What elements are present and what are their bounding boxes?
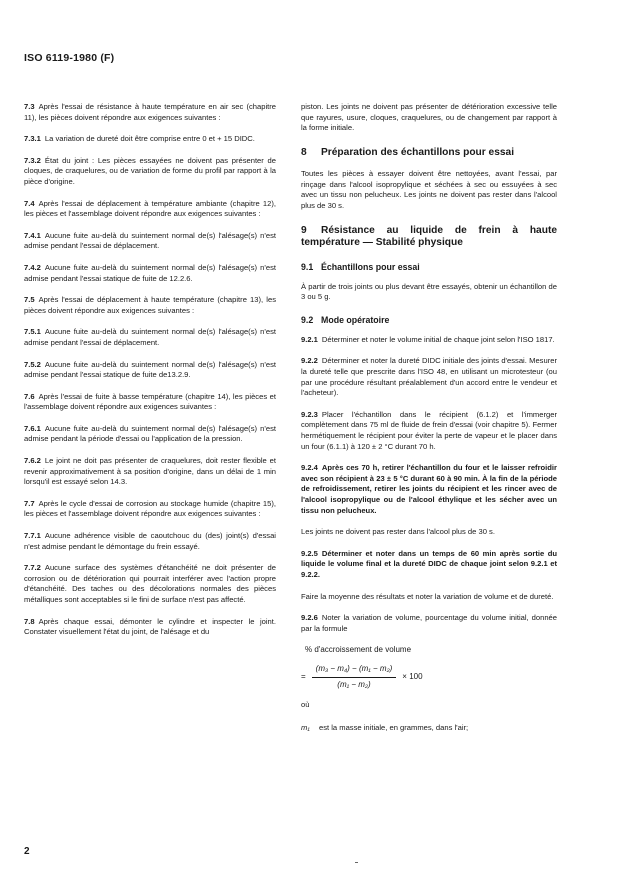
- clause-number: 7.4.2: [24, 262, 41, 272]
- variable-definition: [301, 723, 557, 734]
- formula-multiplier: × 100: [402, 671, 423, 681]
- page-number: 2: [24, 846, 30, 857]
- clause-7-5: [24, 295, 276, 316]
- page-header: ISO 6119-1980 (F): [24, 52, 115, 64]
- clause-number: 7.4: [24, 198, 35, 208]
- clause-7-5-2: [24, 360, 276, 381]
- clause-text: Aucune fuite au-delà du suintement normal de(s) l'alésage(s) n'est admise pendant l'essai statique de fuite de13.2.9.: [24, 359, 276, 380]
- section-title: Échantillons pour essai: [321, 261, 420, 272]
- section-title: Résistance au liquide de frein à haute température — Stabilité physique: [301, 224, 557, 249]
- section-number: 9: [301, 224, 307, 236]
- variable-text: est la masse initiale, en grammes, dans l'air;: [319, 722, 469, 732]
- formula-fraction: [312, 664, 397, 690]
- section-9-1-heading: [301, 262, 557, 273]
- clause-9-2-5-note: Faire la moyenne des résultats et noter la variation de volume et de dureté.: [301, 591, 554, 601]
- clause-number: 7.6.1: [24, 423, 41, 433]
- clause-text: Aucune adhérence visible de caoutchouc du (des) joint(s) d'essai n'est admise pendant le démontage du frein essayé.: [24, 531, 276, 551]
- clause-7-6-1: [24, 424, 276, 445]
- right-column: [301, 102, 557, 733]
- clause-9-2-1: [301, 335, 557, 346]
- clause-7-3: [24, 102, 276, 123]
- clause-7-3-1: [24, 134, 276, 145]
- clause-text: Noter la variation de volume, pourcentage du volume initial, donnée par la formule: [301, 613, 557, 633]
- clause-number: 7.5.2: [24, 359, 41, 369]
- section-8-text: Toutes les pièces à essayer doivent être nettoyées, avant l'essai, par rinçage dans l'alcool isopropylique et séchées à sec ou essuyées à sec avec un tissu non pelucheux. Les joints ne doivent pas rester dans l'alcool plus de 30 s.: [301, 169, 557, 211]
- section-9-2-heading: [301, 315, 557, 326]
- formula-expression: [301, 664, 557, 690]
- formula-label: % d'accroissement de volume: [305, 645, 412, 655]
- clause-7-8: [24, 617, 276, 638]
- clause-text: Aucune fuite au-delà du suintement normal de(s) l'alésage(s) n'est admise pendant la période d'essai ou l'application de la pression.: [24, 423, 276, 444]
- clause-text: Après ces 70 h, retirer l'échantillon du four et le laisser refroidir avec son récipient à 23 ± 5 °C durant 60 à 90 min. À la fin de la période de refroidissement, retirer les joints du récipient et les rincer avec de l'alcool isopropylique ou de l'alcool éthylique et les sécher avec un tissu non pelucheux.: [301, 463, 557, 515]
- clause-7-6: [24, 392, 276, 413]
- clause-7-5-1: [24, 327, 276, 348]
- clause-text: Après le cycle d'essai de corrosion au stockage humide (chapitre 15), les pièces et l'assemblage doivent répondre aux exigences suivantes :: [24, 498, 276, 519]
- clause-number: 7.7: [24, 498, 35, 508]
- section-title: Mode opératoire: [321, 314, 390, 325]
- clause-number: 7.5.1: [24, 327, 41, 337]
- clause-text: Déterminer et noter la dureté DIDC initiale des joints d'essai. Mesurer la dureté telle que prescrite dans l'ISO 48, en utilisant un microtesteur (ou par une procédure résultant préalablement d'un accord entre le vendeur et l'acheteur).: [301, 356, 557, 398]
- clause-number: 7.6: [24, 391, 35, 401]
- left-column: [24, 102, 276, 649]
- clause-7-4: [24, 199, 276, 220]
- clause-9-2-5: [301, 549, 557, 581]
- clause-text: Déterminer et noter dans un temps de 60 min après sortie du liquide le volume final et la dureté DIDC de chaque joint selon 9.2.1 et 9.2.2.: [301, 548, 557, 579]
- clause-text: Après l'essai de résistance à haute température en air sec (chapitre 11), les pièces doivent répondre aux exigences suivantes :: [24, 102, 276, 122]
- clause-number: 9.2.5: [301, 548, 318, 558]
- clause-9-2-3: [301, 410, 557, 452]
- clause-text: Après chaque essai, démonter le cylindre et inspecter le joint. Constater visuellement l'état du joint, de l'alésage et du: [24, 616, 276, 637]
- clause-number: 9.2.6: [301, 613, 318, 623]
- clause-number: 9.2.1: [301, 334, 318, 344]
- clause-text: La variation de dureté doit être comprise entre 0 et + 15 DIDC.: [44, 134, 255, 144]
- clause-number: 7.3.1: [24, 134, 41, 144]
- clause-text: Le joint ne doit pas présenter de craquelures, doit rester flexible et revenir approximativement à sa position d'origine, dans un délai de 1 min lorsqu'il est essayé selon 14.3.: [24, 456, 276, 487]
- clause-9-2-6: [301, 613, 557, 634]
- section-8-heading: [301, 147, 557, 160]
- section-9-1-text: À partir de trois joints ou plus devant être essayés, obtenir un échantillon de 3 ou 5 g.: [301, 281, 557, 302]
- clause-7-7-2: [24, 563, 276, 605]
- clause-7-8-continued: piston. Les joints ne doivent pas présenter de détérioration excessive telle que rayures, usure, cloques, craquelures, ou de changement par rapport à la forme initiale.: [301, 102, 557, 133]
- clause-text: Aucune fuite au-delà du suintement normal de(s) l'alésage(s) n'est admise pendant l'essai statique de fuite de 12.2.6.: [24, 262, 276, 283]
- clause-number: 9.2.3: [301, 409, 318, 419]
- clause-text: Aucune fuite au-delà du suintement normal de(s) l'alésage(s) n'est admise pendant l'essai de déplacement.: [24, 327, 276, 347]
- clause-9-2-2: [301, 356, 557, 398]
- clause-7-7-1: [24, 531, 276, 552]
- clause-text: Aucune fuite au-delà du suintement normal de(s) l'alésage(s) n'est admise pendant l'essai de déplacement.: [24, 230, 276, 251]
- clause-text: Déterminer et noter le volume initial de chaque joint selon l'ISO 1817.: [321, 334, 555, 344]
- clause-number: 7.3: [24, 102, 35, 111]
- clause-text: Après l'essai de déplacement à température ambiante (chapitre 12), les pièces et l'assemblage doivent répondre aux exigences suivantes :: [24, 198, 276, 219]
- section-title: Préparation des échantillons pour essai: [321, 146, 515, 158]
- volume-formula: [301, 645, 557, 690]
- section-number: 9.2: [301, 314, 314, 325]
- formula-numerator: (m₃ − m₄) − (m₁ − m₂): [312, 664, 397, 678]
- clause-text: Après l'essai de fuite à basse température (chapitre 14), les pièces et l'assemblage doivent répondre aux exigences suivantes :: [24, 391, 276, 412]
- section-9-heading: [301, 225, 557, 250]
- clause-number: 7.8: [24, 616, 35, 626]
- clause-7-7: [24, 499, 276, 520]
- clause-number: 7.6.2: [24, 456, 41, 466]
- clause-number: 7.3.2: [24, 155, 41, 165]
- clause-text: Après l'essai de déplacement à haute température (chapitre 13), les pièces doivent répondre aux exigences suivantes :: [24, 295, 276, 315]
- section-number: 8: [301, 146, 307, 158]
- clause-7-6-2: [24, 456, 276, 488]
- scan-mark: [355, 862, 358, 863]
- clause-number: 7.7.1: [24, 531, 41, 541]
- clause-9-2-4-note: Les joints ne doivent pas rester dans l'alcool plus de 30 s.: [301, 527, 495, 537]
- clause-number: 7.4.1: [24, 230, 41, 240]
- formula-denominator: (m₁ − m₂): [337, 679, 371, 689]
- section-number: 9.1: [301, 261, 314, 272]
- clause-text: État du joint : Les pièces essayées ne doivent pas présenter de cloques, de craquelures, ou de variation de forme du profil par rapport à la pièce d'origine.: [24, 155, 276, 186]
- clause-9-2-4: [301, 463, 557, 516]
- formula-equals: =: [301, 671, 306, 681]
- clause-number: 9.2.2: [301, 356, 318, 366]
- clause-number: 7.7.2: [24, 563, 41, 573]
- clause-number: 7.5: [24, 295, 35, 305]
- where-label: où: [301, 700, 310, 710]
- clause-number: 9.2.4: [301, 463, 318, 473]
- clause-text: Placer l'échantillon dans le récipient (6.1.2) et l'immerger complètement dans 75 ml de fluide de frein d'essai (voir chapitre 5). Fermer hermétiquement le récipient pour éviter la perte de vapeur et le placer dans un four (6.1.1) à 120 ± 2 °C durant 70 h.: [301, 409, 557, 451]
- clause-7-4-2: [24, 263, 276, 284]
- clause-7-3-2: [24, 156, 276, 188]
- clause-7-4-1: [24, 231, 276, 252]
- variable-symbol: m₁: [301, 722, 310, 732]
- clause-text: Aucune surface des systèmes d'étanchéité ne doit présenter de corrosion ou de détérioration qui pourrait interférer avec l'action propre d'étanchéité. Des taches ou des décolorations normales des pièces métalliques sont acceptables si le fini de surface n'est pas affecté.: [24, 563, 276, 604]
